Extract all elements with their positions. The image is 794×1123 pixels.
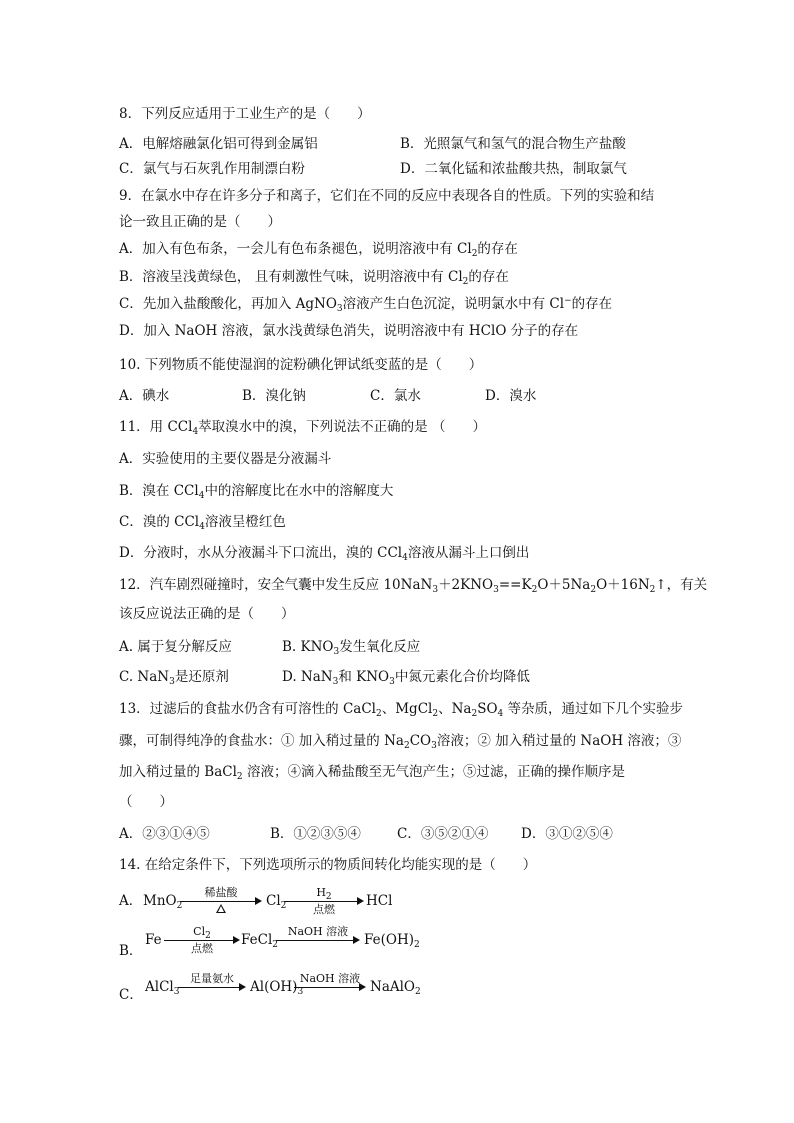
q14-c-naalo2 bbox=[370, 978, 421, 996]
subscript: 2 bbox=[280, 901, 287, 911]
text: 等杂质，通过如下几个实验步 bbox=[503, 701, 684, 717]
subscript: 4 bbox=[199, 522, 205, 532]
text: O＋5Na bbox=[537, 577, 591, 593]
q13-option-d: D．③①②⑤④ bbox=[521, 826, 613, 842]
triangle-icon bbox=[216, 904, 226, 913]
arrow-shaft bbox=[284, 901, 358, 902]
text: D．分液时，水从分液漏斗下口流出，溴的 CCl bbox=[119, 545, 403, 561]
subscript: 3 bbox=[173, 987, 180, 997]
q13-option-b: B．①②③⑤④ bbox=[270, 826, 361, 842]
q14-c-arrow-1 bbox=[178, 972, 246, 994]
text: FeCl bbox=[241, 932, 273, 948]
q10-option-d: D．溴水 bbox=[485, 388, 537, 404]
text: NaAlO bbox=[370, 979, 415, 995]
q8-option-d: D．二氧化锰和浓盐酸共热，制取氯气 bbox=[400, 161, 627, 177]
arrow-shaft bbox=[180, 901, 256, 902]
q14-a-hcl: HCl bbox=[366, 893, 393, 909]
text: 发生氧化反应 bbox=[339, 639, 421, 655]
heat-symbol bbox=[180, 903, 262, 916]
q14-b-arrow-2 bbox=[276, 925, 360, 959]
text: 13．过滤后的食盐水仍含有可溶性的 CaCl bbox=[119, 701, 376, 717]
q8-stem bbox=[119, 105, 371, 123]
q9-option-d: D．加入 NaOH 溶液，氯水浅黄绿色消失，说明溶液中有 HClO 分子的存在 bbox=[119, 323, 579, 339]
text: 溶液；④滴入稀盐酸至无气泡产生；⑤过滤，正确的操作顺序是 bbox=[242, 764, 625, 780]
arrow-condition bbox=[284, 886, 364, 902]
q14-c-arrow-2 bbox=[294, 972, 366, 994]
subscript: 3 bbox=[169, 677, 175, 687]
text: Fe(OH) bbox=[364, 932, 414, 948]
subscript: 2 bbox=[272, 940, 278, 950]
arrow-condition bbox=[164, 925, 240, 941]
q14-b-fecl2 bbox=[241, 931, 278, 949]
subscript: 3 bbox=[493, 585, 499, 595]
q11-stem bbox=[119, 418, 486, 436]
q13-stem-line3 bbox=[119, 763, 625, 781]
text: ==K bbox=[498, 577, 532, 593]
text: C. NaN bbox=[119, 669, 170, 685]
text: 骤，可制得纯净的食盐水：① 加入稍过量的 Na bbox=[119, 733, 404, 749]
text: 的存在 bbox=[571, 296, 613, 312]
subscript: 2 bbox=[649, 585, 656, 595]
arrow-condition: 稀盐酸 bbox=[204, 886, 238, 899]
q13-stem-line1 bbox=[119, 700, 683, 718]
subscript: 3 bbox=[431, 741, 437, 751]
text: SO bbox=[477, 701, 498, 717]
subscript: 2 bbox=[205, 931, 211, 941]
q9-stem-line2: 论一致且正确的是（ ） bbox=[119, 214, 281, 230]
arrow-head bbox=[353, 936, 360, 944]
arrow-shaft bbox=[294, 987, 360, 988]
q11-option-b bbox=[119, 482, 393, 500]
text: 加入稍过量的 BaCl bbox=[119, 764, 237, 780]
text: B. KNO bbox=[282, 639, 334, 655]
q8-option-a: A．电解熔融氯化铝可得到金属铝 bbox=[119, 136, 318, 152]
q8-option-c: C．氯气与石灰乳作用制漂白粉 bbox=[119, 161, 305, 177]
subscript: 2 bbox=[415, 987, 421, 997]
text: 溶液呈橙红色 bbox=[204, 514, 286, 530]
text: 的存在 bbox=[468, 269, 509, 285]
subscript: 2 bbox=[590, 585, 597, 595]
text: C．先加入盐酸酸化，再加入 AgNO bbox=[119, 296, 337, 312]
q9-option-b bbox=[119, 268, 509, 286]
text: 溶液产生白色沉淀，说明氯水中有 Cl bbox=[342, 296, 565, 312]
subscript: 2 bbox=[462, 277, 469, 287]
text: D. NaN bbox=[282, 669, 333, 685]
text: 和 KNO bbox=[338, 669, 390, 685]
text: ↑，有关 bbox=[655, 577, 708, 593]
text: A．加入有色布条，一会儿有色布条褪色，说明溶液中有 Cl bbox=[119, 241, 472, 257]
subscript: 3 bbox=[332, 677, 339, 687]
arrow-condition: 足量氨水 bbox=[190, 972, 234, 985]
q10-option-b: B．溴化钠 bbox=[242, 388, 306, 404]
text: 、MgCl bbox=[381, 701, 433, 717]
q9-option-c bbox=[119, 295, 612, 313]
subscript: 3 bbox=[432, 585, 439, 595]
text: AlCl bbox=[145, 979, 174, 995]
subscript: 2 bbox=[432, 709, 439, 719]
arrow-head bbox=[359, 983, 366, 991]
q13-option-a: A．②③①④⑤ bbox=[119, 826, 210, 842]
arrow-shaft bbox=[164, 940, 234, 941]
q14-b-fe: Fe bbox=[145, 932, 162, 948]
text: 溶液从漏斗上口倒出 bbox=[407, 545, 530, 561]
text: 中氮元素化合价均降低 bbox=[394, 669, 530, 685]
arrow-condition-below: 点燃 bbox=[191, 942, 213, 955]
q10-stem: 10. 下列物质不能使湿润的淀粉碘化钾试纸变蓝的是（ ） bbox=[119, 357, 483, 373]
q10-option-c: C．氯水 bbox=[370, 388, 421, 404]
q13-stem-line4: （ ） bbox=[119, 794, 173, 810]
q10-option-a: A．碘水 bbox=[119, 388, 170, 404]
arrow-shaft bbox=[178, 987, 240, 988]
text: Al(OH) bbox=[250, 979, 298, 995]
q13-stem-line2 bbox=[119, 732, 681, 750]
subscript: 2 bbox=[376, 709, 382, 719]
q14-a-arrow-2 bbox=[284, 886, 364, 920]
subscript: 2 bbox=[414, 940, 420, 950]
text: CO bbox=[409, 733, 432, 749]
q9-stem-line1: 9．在氯水中存在许多分子和离子，它们在不同的反应中表现各自的性质。下列的实验和结 bbox=[119, 188, 655, 204]
text: 12．汽车剧烈碰撞时，安全气囊中发生反应 10NaN bbox=[119, 577, 433, 593]
text: C．溴的 CCl bbox=[119, 514, 200, 530]
q14-option-a-label: A． bbox=[119, 893, 143, 909]
text: B．溴在 CCl bbox=[119, 483, 199, 499]
subscript: 2 bbox=[471, 249, 478, 259]
arrow-shaft bbox=[276, 940, 354, 941]
q14-stem: 14. 在给定条件下，下列选项所示的物质间转化均能实现的是（ ） bbox=[119, 857, 537, 873]
text: O＋16N bbox=[596, 577, 650, 593]
q14-option-c-label: C． bbox=[119, 987, 143, 1003]
text: MnO bbox=[143, 893, 177, 909]
subscript: 4 bbox=[402, 553, 408, 563]
q9-option-a bbox=[119, 240, 518, 258]
subscript: 3 bbox=[389, 677, 395, 687]
q14-c-alcl3 bbox=[145, 978, 179, 996]
text: 、Na bbox=[438, 701, 472, 717]
q12-option-c bbox=[119, 668, 229, 686]
arrow-condition-below: 点燃 bbox=[313, 903, 335, 916]
q8-stem-text: 8．下列反应适用于工业生产的是（ ） bbox=[119, 106, 371, 122]
q11-option-d bbox=[119, 544, 529, 562]
subscript: 2 bbox=[176, 901, 183, 911]
subscript: 3 bbox=[333, 647, 340, 657]
text: 溶液；② 加入稍过量的 NaOH 溶液；③ bbox=[436, 733, 682, 749]
q12-option-a: A. 属于复分解反应 bbox=[119, 639, 232, 655]
arrow-head bbox=[239, 983, 246, 991]
q11-option-a: A．实验使用的主要仪器是分液漏斗 bbox=[119, 451, 332, 467]
subscript: 3 bbox=[336, 304, 343, 314]
text: H bbox=[316, 886, 326, 899]
text: ＋2KNO bbox=[438, 577, 494, 593]
text: 是还原剂 bbox=[174, 669, 229, 685]
q14-a-arrow-1 bbox=[180, 886, 262, 920]
q11-option-c bbox=[119, 513, 286, 531]
q12-option-b bbox=[282, 638, 420, 656]
arrow-condition: NaOH 溶液 bbox=[287, 925, 349, 938]
q8-option-b: B．光照氯气和氢气的混合物生产盐酸 bbox=[400, 136, 626, 152]
q14-option-b-label: B． bbox=[119, 943, 143, 959]
q12-stem-line1 bbox=[119, 576, 707, 594]
text: 萃取溴水中的溴，下列说法不正确的是 （ ） bbox=[198, 419, 486, 435]
q14-a-mno2 bbox=[143, 892, 182, 910]
subscript: 2 bbox=[325, 892, 332, 902]
subscript: 2 bbox=[471, 709, 478, 719]
q12-option-d bbox=[282, 668, 530, 686]
arrow-condition: NaOH 溶液 bbox=[299, 972, 361, 985]
text: Cl bbox=[193, 925, 206, 938]
subscript: 3 bbox=[297, 987, 304, 997]
superscript: − bbox=[564, 296, 572, 306]
q13-option-c: C．③⑤②①④ bbox=[397, 826, 489, 842]
text: B．溶液呈浅黄绿色， 且有刺激性气味，说明溶液中有 Cl bbox=[119, 269, 463, 285]
subscript: 4 bbox=[497, 709, 504, 719]
text: 的存在 bbox=[477, 241, 518, 257]
q14-b-arrow-1 bbox=[164, 925, 240, 959]
subscript: 2 bbox=[531, 585, 538, 595]
text: Cl bbox=[266, 893, 281, 909]
subscript: 4 bbox=[198, 491, 205, 501]
text: 11．用 CCl bbox=[119, 419, 193, 435]
subscript: 2 bbox=[403, 741, 410, 751]
subscript: 4 bbox=[192, 427, 199, 437]
q14-b-feoh2 bbox=[364, 931, 420, 949]
text: 中的溶解度比在水中的溶解度大 bbox=[204, 483, 394, 499]
q12-stem-line2: 该反应说法正确的是（ ） bbox=[119, 606, 295, 622]
subscript: 2 bbox=[236, 772, 243, 782]
